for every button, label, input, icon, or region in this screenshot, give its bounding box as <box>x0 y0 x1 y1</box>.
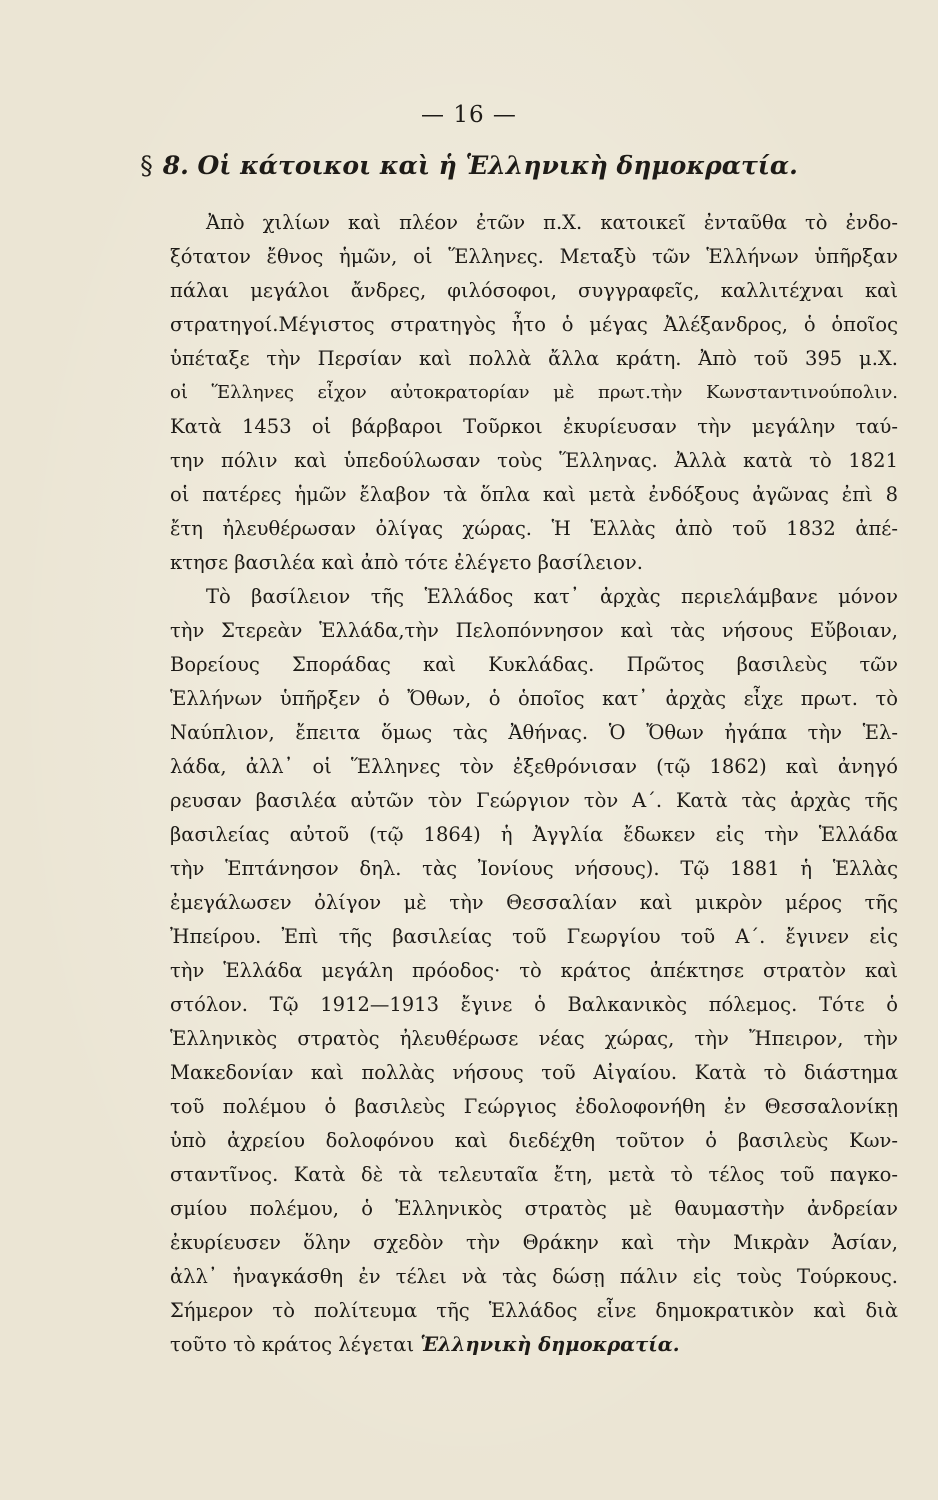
text-line: ὑπὸ ἀχρείου δολοφόνου καὶ διεδέχθη τοῦτον ὁ βασιλεὺς Κων- <box>170 1129 898 1152</box>
page-number: — 16 — <box>421 102 517 128</box>
text-line: οἱ πατέρες ἡμῶν ἔλαβον τὰ ὅπλα καὶ μετὰ ἐνδόξους ἀγῶνας ἐπὶ 8 <box>170 483 898 506</box>
text-line: Σήμερον τὸ πολίτευμα τῆς Ἑλλάδος εἶνε δημοκρατικὸν καὶ διὰ <box>170 1299 898 1322</box>
body-text <box>170 206 898 1362</box>
section-heading <box>0 151 938 180</box>
final-line-text: τοῦτο τὸ κράτος λέγεται <box>170 1333 415 1356</box>
section-sign: § <box>140 151 153 180</box>
text-line: Ἠπείρου. Ἐπὶ τῆς βασιλείας τοῦ Γεωργίου τοῦ Α΄. ἔγινεν εἰς <box>170 925 898 948</box>
section-title: 8. Οἱ κάτοικοι καὶ ἡ Ἑλληνικὴ δημοκρατία. <box>162 151 798 180</box>
text-line: ὑπέταξε τὴν Περσίαν καὶ πολλὰ ἄλλα κράτη. Ἀπὸ τοῦ 395 μ.Χ. <box>170 347 898 370</box>
text-line: Κατὰ 1453 οἱ βάρβαροι Τοῦρκοι ἐκυρίευσαν τὴν μεγάλην ταύ- <box>170 415 898 438</box>
text-line: τὴν Ἑπτάνησον δηλ. τὰς Ἰονίους νήσους). Τῷ 1881 ἡ Ἑλλὰς <box>170 857 898 880</box>
text-line: Ἑλληνικὸς στρατὸς ἠλευθέρωσε νέας χώρας, τὴν Ἤπειρον, τὴν <box>170 1027 898 1050</box>
text-line: κτησε βασιλέα καὶ ἀπὸ τότε ἐλέγετο βασίλειον. <box>170 551 643 574</box>
text-line: τὴν Στερεὰν Ἑλλάδα,τὴν Πελοπόννησον καὶ τὰς νήσους Εὔβοιαν, <box>170 619 898 642</box>
text-line: τοῦ πολέμου ὁ βασιλεὺς Γεώργιος ἐδολοφονήθη ἐν Θεσσαλονίκῃ <box>170 1095 898 1118</box>
text-line: ἀλλ᾽ ἠναγκάσθη ἐν τέλει νὰ τὰς δώσῃ πάλιν εἰς τοὺς Τούρκους. <box>170 1265 898 1288</box>
text-line: οἱ Ἕλληνες εἶχον αὐτοκρατορίαν μὲ πρωτ.τὴν Κωνσταντινούπολιν. <box>170 382 898 403</box>
text-line: Βορείους Σποράδας καὶ Κυκλάδας. Πρῶτος βασιλεὺς τῶν <box>170 653 898 676</box>
text-line: στόλον. Τῷ 1912—1913 ἔγινε ὁ Βαλκανικὸς πόλεμος. Τότε ὁ <box>170 993 898 1016</box>
text-line: ἔτη ἠλευθέρωσαν ὀλίγας χώρας. Ἡ Ἑλλὰς ἀπὸ τοῦ 1832 ἀπέ- <box>170 517 898 540</box>
text-line: Ἀπὸ χιλίων καὶ πλέον ἐτῶν π.Χ. κατοικεῖ ἐνταῦθα τὸ ἐνδο- <box>206 211 898 234</box>
text-line: ρευσαν βασιλέα αὐτῶν τὸν Γεώργιον τὸν Α΄. Κατὰ τὰς ἀρχὰς τῆς <box>170 789 898 812</box>
text-line: ἐκυρίευσεν ὅλην σχεδὸν τὴν Θράκην καὶ τὴν Μικρὰν Ἀσίαν, <box>170 1231 898 1254</box>
text-line: σταντῖνος. Κατὰ δὲ τὰ τελευταῖα ἔτη, μετὰ τὸ τέλος τοῦ παγκο- <box>170 1163 898 1186</box>
text-line: Τὸ βασίλειον τῆς Ἑλλάδος κατ᾽ ἀρχὰς περιελάμβανε μόνον <box>206 585 898 608</box>
text-line: στρατηγοί.Μέγιστος στρατηγὸς ἦτο ὁ μέγας Ἀλέξανδρος, ὁ ὁποῖος <box>170 313 898 336</box>
text-line: Ἑλλήνων ὑπῆρξεν ὁ Ὄθων, ὁ ὁποῖος κατ᾽ ἀρχὰς εἶχε πρωτ. τὸ <box>170 687 898 710</box>
text-line: Ναύπλιον, ἔπειτα ὅμως τὰς Ἀθήνας. Ὁ Ὄθων ἠγάπα τὴν Ἑλ- <box>170 721 898 744</box>
text-line: την πόλιν καὶ ὑπεδούλωσαν τοὺς Ἕλληνας. Ἀλλὰ κατὰ τὸ 1821 <box>170 449 898 472</box>
text-line: ξότατον ἔθνος ἡμῶν, οἱ Ἕλληνες. Μεταξὺ τῶν Ἑλλήνων ὑπῆρξαν <box>170 245 898 268</box>
text-line: τὴν Ἑλλάδα μεγάλη πρόοδος· τὸ κράτος ἀπέκτησε στρατὸν καὶ <box>170 959 898 982</box>
text-line: ἐμεγάλωσεν ὀλίγον μὲ τὴν Θεσσαλίαν καὶ μικρὸν μέρος τῆς <box>170 891 898 914</box>
text-line: σμίου πολέμου, ὁ Ἑλληνικὸς στρατὸς μὲ θαυμαστὴν ἀνδρείαν <box>170 1197 898 1220</box>
text-line: βασιλείας αὐτοῦ (τῷ 1864) ἡ Ἀγγλία ἔδωκεν εἰς τὴν Ἑλλάδα <box>170 823 898 846</box>
text-line: Μακεδονίαν καὶ πολλὰς νήσους τοῦ Αἰγαίου. Κατὰ τὸ διάστημα <box>170 1061 898 1084</box>
emphasis-hellenic-democracy: Ἑλληνικὴ δημοκρατία. <box>420 1333 680 1356</box>
text-line: λάδα, ἀλλ᾽ οἱ Ἕλληνες τὸν ἐξεθρόνισαν (τῷ 1862) καὶ ἀνηγό <box>170 755 898 778</box>
text-line-final <box>170 1328 898 1362</box>
text-line: πάλαι μεγάλοι ἄνδρες, φιλόσοφοι, συγγραφεῖς, καλλιτέχναι καὶ <box>170 279 898 302</box>
